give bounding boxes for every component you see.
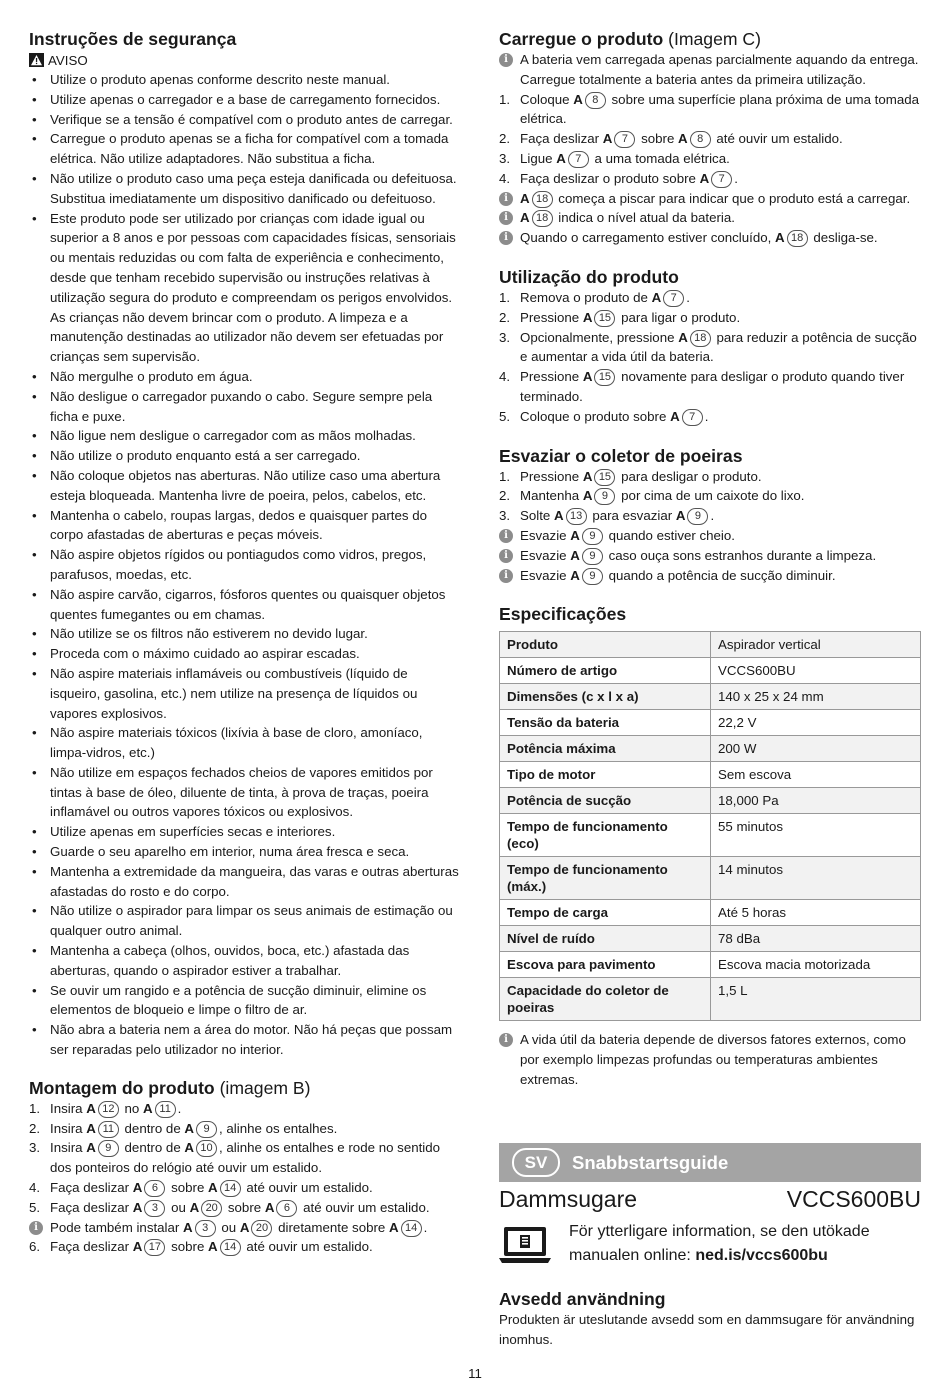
spec-value: Sem escova — [711, 762, 921, 788]
step-number: 1. — [499, 468, 511, 484]
info-circle-icon: i — [29, 1221, 43, 1235]
safety-item: • Não utilize o aspirador para limpar os seus animais de estimação ou qualquer outro animal. — [29, 901, 461, 941]
spec-value: 1,5 L — [711, 978, 921, 1021]
info-note: i Quando o carregamento estiver concluído, A 18 desliga-se. — [499, 228, 921, 248]
info-circle-icon: i — [499, 529, 513, 543]
safety-item: • Não aspire materiais tóxicos (lixívia à base de cloro, amoníaco, limpa-vidros, etc.) — [29, 723, 461, 763]
part-number-badge: 8 — [690, 131, 711, 148]
info-note: i A 18 começa a piscar para indicar que o produto está a carregar. — [499, 189, 921, 209]
part-number-badge: 14 — [401, 1220, 422, 1237]
figure-ref: A — [582, 309, 593, 325]
safety-section — [29, 28, 461, 1060]
safety-item: • Não mergulhe o produto em água. — [29, 367, 461, 387]
safety-item: • Não utilize em espaços fechados cheios de vapores emitidos por tintas à base de óleo, diluente de tinta, à prova de traças, poeira inflamável ou outros vapores tóxicos ou explosivos. — [29, 763, 461, 822]
part-number-badge: 12 — [98, 1101, 119, 1118]
part-number-badge: 15 — [594, 469, 615, 486]
specs-note: i A vida útil da bateria depende de diversos fatores externos, como por exemplo limpezas profundas ou temperaturas ambientes extremas. — [499, 1030, 921, 1089]
safety-item: • Carregue o produto apenas se a ficha for compatível com a tomada elétrica. Não utilize adaptadores. Não substitua a ficha. — [29, 129, 461, 169]
warning-line — [29, 50, 461, 70]
safety-item: • Utilize apenas em superfícies secas e interiores. — [29, 822, 461, 842]
step-number: 4. — [499, 170, 511, 186]
step-number: 2. — [499, 309, 511, 325]
step-item: 5. Faça deslizar A 3 ou A 20 sobre A 6 até ouvir um estalido. — [29, 1198, 461, 1218]
figure-ref: A — [651, 289, 662, 305]
charge-section — [499, 28, 921, 248]
spec-label: Número de artigo — [500, 658, 711, 684]
figure-ref: A — [86, 1100, 96, 1116]
part-number-badge: 6 — [144, 1180, 165, 1197]
language-code-badge: SV — [512, 1148, 560, 1177]
charge-steps — [499, 50, 921, 248]
sv-header-bar — [499, 1143, 921, 1182]
right-column — [499, 28, 921, 1090]
spec-label: Tensão da bateria — [500, 710, 711, 736]
intended-use-title: Avsedd användning — [499, 1289, 666, 1309]
step-number: 1. — [499, 91, 511, 107]
spec-label: Escova para pavimento — [500, 952, 711, 978]
step-item: 3. Insira A 9 dentro de A 10 , alinhe os entalhes e rode no sentido dos ponteiros do relógio até ouvir um estalido. — [29, 1140, 441, 1176]
safety-item: • Não ligue nem desligue o carregador com as mãos molhadas. — [29, 426, 461, 446]
figure-ref: A — [239, 1219, 250, 1235]
part-number-badge: 9 — [582, 548, 603, 565]
figure-ref: A — [582, 468, 593, 484]
info-circle-icon: i — [499, 569, 513, 583]
step-number: 3. — [499, 150, 511, 166]
safety-title: Instruções de segurança — [29, 29, 237, 49]
laptop-manual-icon — [499, 1226, 551, 1264]
figure-ref: A — [264, 1199, 275, 1215]
figure-ref: A — [184, 1140, 195, 1156]
step-number: 1. — [29, 1100, 41, 1116]
figure-ref: A — [183, 1219, 193, 1235]
left-column — [29, 28, 461, 1257]
assembly-steps — [29, 1099, 461, 1257]
spec-label: Tipo de motor — [500, 762, 711, 788]
warning-label: AVISO — [48, 52, 88, 68]
spec-value: 18,000 Pa — [711, 788, 921, 814]
assembly-title: Montagem do produto (imagem B) — [29, 1077, 311, 1098]
part-number-badge: 9 — [98, 1140, 119, 1157]
figure-ref: A — [699, 170, 710, 186]
step-item: 1. Pressione A 15 para desligar o produto. — [499, 467, 921, 487]
part-number-badge: 8 — [585, 92, 606, 109]
empty-steps — [499, 467, 921, 586]
part-number-badge: 14 — [220, 1180, 241, 1197]
spec-label: Tempo de carga — [500, 900, 711, 926]
spec-label: Potência de sucção — [500, 788, 711, 814]
step-item: 2. Pressione A 15 para ligar o produto. — [499, 308, 921, 328]
safety-item: • Não desligue o carregador puxando o cabo. Segure sempre pela ficha e puxe. — [29, 387, 461, 427]
spec-label: Dimensões (c x l x a) — [500, 684, 711, 710]
figure-ref: A — [573, 91, 583, 107]
safety-item: • Verifique se a tensão é compatível com o produto antes de carregar. — [29, 110, 461, 130]
step-number: 2. — [499, 488, 511, 504]
step-item: 1. Remova o produto de A 7 . — [499, 288, 921, 308]
step-number: 3. — [499, 329, 511, 345]
table-row — [500, 710, 921, 736]
figure-ref: A — [570, 567, 580, 583]
step-number: 5. — [499, 408, 511, 424]
step-item: 6. Faça deslizar A 17 sobre A 14 até ouvir um estalido. — [29, 1237, 461, 1257]
info-note: i A bateria vem carregada apenas parcialmente aquando da entrega. Carregue totalmente a bateria antes da primeira utilização. — [499, 50, 921, 90]
specs-title: Especificações — [499, 604, 627, 625]
part-number-badge: 3 — [144, 1200, 165, 1217]
part-number-badge: 13 — [566, 508, 587, 525]
intended-use-text: Produkten är uteslutande avsedd som en dammsugare för användning inomhus. — [499, 1312, 915, 1347]
part-number-badge: 20 — [201, 1200, 222, 1217]
figure-ref: A — [132, 1199, 143, 1215]
part-number-badge: 7 — [614, 131, 635, 148]
safety-item: • Mantenha o cabelo, roupas largas, dedos e quaisquer partes do corpo afastadas de aberturas e peças móveis. — [29, 506, 461, 546]
warning-triangle-icon — [29, 53, 44, 67]
empty-title: Esvaziar o coletor de poeiras — [499, 445, 743, 466]
figure-ref: A — [582, 488, 593, 504]
more-info-block — [499, 1220, 921, 1268]
part-number-badge: 9 — [594, 488, 615, 505]
spec-value: 14 minutos — [711, 857, 921, 900]
safety-item: • Mantenha a extremidade da mangueira, das varas e outras aberturas afastadas do rosto e do corpo. — [29, 862, 461, 902]
safety-item: • Utilize apenas o carregador e a base de carregamento fornecidos. — [29, 90, 461, 110]
safety-item: • Não coloque objetos nas aberturas. Não utilize caso uma abertura esteja bloqueada. Mantenha livre de poeira, pelos, cabelos, etc. — [29, 466, 461, 506]
figure-ref: A — [775, 230, 785, 246]
step-item: 5. Coloque o produto sobre A 7 . — [499, 407, 921, 427]
figure-ref: A — [670, 408, 680, 424]
figure-ref: A — [208, 1239, 218, 1255]
product-name: Dammsugare — [499, 1186, 638, 1212]
step-item: 1. Insira A 12 no A 11 . — [29, 1099, 461, 1119]
step-number: 5. — [29, 1199, 41, 1215]
part-number-badge: 11 — [155, 1101, 176, 1118]
info-circle-icon: i — [499, 211, 513, 225]
figure-ref: A — [132, 1180, 143, 1196]
figure-ref: A — [675, 508, 686, 524]
empty-section — [499, 445, 921, 586]
safety-item: • Não utilize o produto enquanto está a ser carregado. — [29, 446, 461, 466]
charge-title: Carregue o produto (Imagem C) — [499, 29, 761, 49]
info-circle-icon: i — [499, 1033, 513, 1047]
info-note: i Pode também instalar A 3 ou A 20 diretamente sobre A 14 . — [29, 1218, 461, 1238]
table-row — [500, 736, 921, 762]
product-title-row — [499, 1184, 921, 1214]
step-number: 2. — [499, 131, 511, 147]
safety-item: • Não aspire objetos rígidos ou pontiagudos como vidros, pregos, parafusos, moedas, etc. — [29, 545, 461, 585]
figure-ref: A — [570, 527, 580, 543]
step-item: 2. Mantenha A 9 por cima de um caixote do lixo. — [499, 486, 921, 506]
table-row — [500, 952, 921, 978]
spec-value: 22,2 V — [711, 710, 921, 736]
part-number-badge: 7 — [711, 171, 732, 188]
use-title: Utilização do produto — [499, 266, 679, 287]
table-row — [500, 632, 921, 658]
spec-label: Nível de ruído — [500, 926, 711, 952]
part-number-badge: 3 — [195, 1220, 216, 1237]
info-circle-icon: i — [499, 549, 513, 563]
spec-label: Potência máxima — [500, 736, 711, 762]
part-number-badge: 10 — [196, 1140, 217, 1157]
table-row — [500, 857, 921, 900]
info-circle-icon: i — [499, 53, 513, 67]
part-number-badge: 18 — [787, 230, 808, 247]
figure-ref: A — [184, 1120, 195, 1136]
part-number-badge: 7 — [663, 290, 684, 307]
part-number-badge: 18 — [532, 210, 553, 227]
quickstart-label: Snabbstartsguide — [572, 1151, 729, 1173]
step-item: 4. Pressione A 15 novamente para desligar o produto quando tiver terminado. — [499, 369, 905, 404]
spec-label: Capacidade do coletor de poeiras — [500, 978, 711, 1021]
step-number: 4. — [499, 369, 511, 385]
product-model: VCCS600BU — [786, 1186, 921, 1212]
table-row — [500, 978, 921, 1021]
table-row — [500, 900, 921, 926]
safety-item: • Este produto pode ser utilizado por crianças com idade igual ou superior a 8 anos e por pessoas com capacidades físicas, sensoriais ou mentais reduzidas ou com falta de experiência e conhecimento, desde que tenham recebido supervisão ou instruções relativas à utilização segura do produto e compreendam os perigos envolvidos. As crianças não devem brincar com o produto. A limpeza e a manutenção destinadas ao utilizador não devem ser efetuadas por crianças sem supervisão. — [29, 209, 461, 367]
specs-section — [499, 603, 921, 1089]
safety-list — [29, 70, 461, 1060]
figure-ref: A — [208, 1180, 218, 1196]
part-number-badge: 17 — [144, 1239, 165, 1256]
step-number: 1. — [499, 289, 511, 305]
table-row — [500, 926, 921, 952]
safety-item: • Não aspire carvão, cigarros, fósforos quentes ou quaisquer objetos quentes fumegantes ou em chamas. — [29, 585, 461, 625]
spec-value: VCCS600BU — [711, 658, 921, 684]
part-number-badge: 9 — [196, 1121, 217, 1138]
safety-item: • Não abra a bateria nem a área do motor. Não há peças que possam ser reparadas pelo utilizador no interior. — [29, 1020, 461, 1060]
part-number-badge: 9 — [582, 528, 603, 545]
step-item: 2. Insira A 11 dentro de A 9 , alinhe os entalhes. — [29, 1119, 461, 1139]
part-number-badge: 9 — [582, 568, 603, 585]
safety-item: • Não aspire materiais inflamáveis ou combustíveis (líquido de isqueiro, gasolina, etc.) nem utilize na presença de líquidos ou vapores explosivos. — [29, 664, 461, 723]
step-item: 4. Faça deslizar A 6 sobre A 14 até ouvir um estalido. — [29, 1178, 461, 1198]
spec-label: Tempo de funcionamento (eco) — [500, 814, 711, 857]
spec-value: 78 dBa — [711, 926, 921, 952]
spec-value: Aspirador vertical — [711, 632, 921, 658]
info-circle-icon: i — [499, 192, 513, 206]
part-number-badge: 9 — [687, 508, 708, 525]
part-number-badge: 15 — [594, 369, 615, 386]
step-item: 4. Faça deslizar o produto sobre A 7 . — [499, 169, 921, 189]
safety-item: • Não utilize o produto caso uma peça esteja danificada ou defeituosa. Substitua imediatamente um dispositivo danificado ou defeituoso. — [29, 169, 461, 209]
part-number-badge: 11 — [98, 1121, 119, 1138]
part-number-badge: 20 — [251, 1220, 272, 1237]
spec-value: 140 x 25 x 24 mm — [711, 684, 921, 710]
table-row — [500, 658, 921, 684]
step-number: 3. — [29, 1140, 41, 1156]
table-row — [500, 788, 921, 814]
figure-ref: A — [86, 1120, 96, 1136]
figure-ref: A — [582, 369, 593, 385]
spec-value: 200 W — [711, 736, 921, 762]
figure-ref: A — [556, 150, 566, 166]
step-number: 2. — [29, 1120, 41, 1136]
step-number: 4. — [29, 1180, 41, 1196]
figure-ref: A — [602, 131, 613, 147]
figure-ref: A — [678, 131, 688, 147]
figure-ref: A — [132, 1239, 143, 1255]
part-number-badge: 15 — [594, 310, 615, 327]
step-number: 6. — [29, 1239, 41, 1255]
info-note: i Esvazie A 9 quando a potência de sucção diminuir. — [499, 566, 921, 586]
step-item: 3. Ligue A 7 a uma tomada elétrica. — [499, 149, 921, 169]
info-note: i A 18 indica o nível atual da bateria. — [499, 208, 921, 228]
figure-ref: A — [678, 329, 688, 345]
table-row — [500, 814, 921, 857]
part-number-badge: 6 — [276, 1200, 297, 1217]
specs-table — [499, 631, 921, 1021]
step-number: 3. — [499, 508, 511, 524]
step-item: 3. Opcionalmente, pressione A 18 para reduzir a potência de sucção e aumentar a vida útil da bateria. — [499, 329, 917, 365]
info-note: i Esvazie A 9 caso ouça sons estranhos durante a limpeza. — [499, 546, 921, 566]
safety-item: • Se ouvir um rangido e a potência de sucção diminuir, elimine os elementos de bloqueio e limpe o filtro de ar. — [29, 981, 461, 1021]
manual-link[interactable]: ned.is/vccs600bu — [695, 1247, 828, 1264]
safety-item: • Mantenha a cabeça (olhos, ouvidos, boca, etc.) afastada das aberturas, quando o aspirador estiver a trabalhar. — [29, 941, 461, 981]
table-row — [500, 684, 921, 710]
spec-value: 55 minutos — [711, 814, 921, 857]
figure-ref: A — [189, 1199, 200, 1215]
more-info-text: För ytterligare information, se den utökade manualen online: ned.is/vccs600bu — [569, 1223, 870, 1264]
safety-item: • Proceda com o máximo cuidado ao aspirar escadas. — [29, 644, 461, 664]
spec-value: Escova macia motorizada — [711, 952, 921, 978]
step-item: 3. Solte A 13 para esvaziar A 9 . — [499, 506, 921, 526]
figure-ref: A — [520, 190, 530, 206]
figure-ref: A — [389, 1219, 399, 1235]
figure-ref: A — [520, 210, 530, 226]
page-number: 11 — [468, 1366, 482, 1381]
assembly-section — [29, 1077, 461, 1257]
figure-ref: A — [570, 547, 580, 563]
info-note: i Esvazie A 9 quando estiver cheio. — [499, 526, 921, 546]
safety-item: • Utilize o produto apenas conforme descrito neste manual. — [29, 70, 461, 90]
spec-label: Produto — [500, 632, 711, 658]
step-item: 2. Faça deslizar A 7 sobre A 8 até ouvir um estalido. — [499, 129, 921, 149]
spec-value: Até 5 horas — [711, 900, 921, 926]
use-steps — [499, 288, 921, 427]
info-circle-icon: i — [499, 231, 513, 245]
spec-label: Tempo de funcionamento (máx.) — [500, 857, 711, 900]
part-number-badge: 18 — [690, 330, 711, 347]
figure-ref: A — [143, 1100, 153, 1116]
step-item: 1. Coloque A 8 sobre uma superfície plana próxima de uma tomada elétrica. — [499, 91, 920, 127]
part-number-badge: 7 — [568, 151, 589, 168]
figure-ref: A — [554, 508, 564, 524]
safety-item: • Não utilize se os filtros não estiverem no devido lugar. — [29, 624, 461, 644]
part-number-badge: 18 — [532, 191, 553, 208]
part-number-badge: 7 — [682, 409, 703, 426]
safety-item: • Guarde o seu aparelho em interior, numa área fresca e seca. — [29, 842, 461, 862]
part-number-badge: 14 — [220, 1239, 241, 1256]
figure-ref: A — [86, 1140, 96, 1156]
table-row — [500, 762, 921, 788]
intended-use-section — [499, 1288, 921, 1350]
use-section — [499, 266, 921, 427]
